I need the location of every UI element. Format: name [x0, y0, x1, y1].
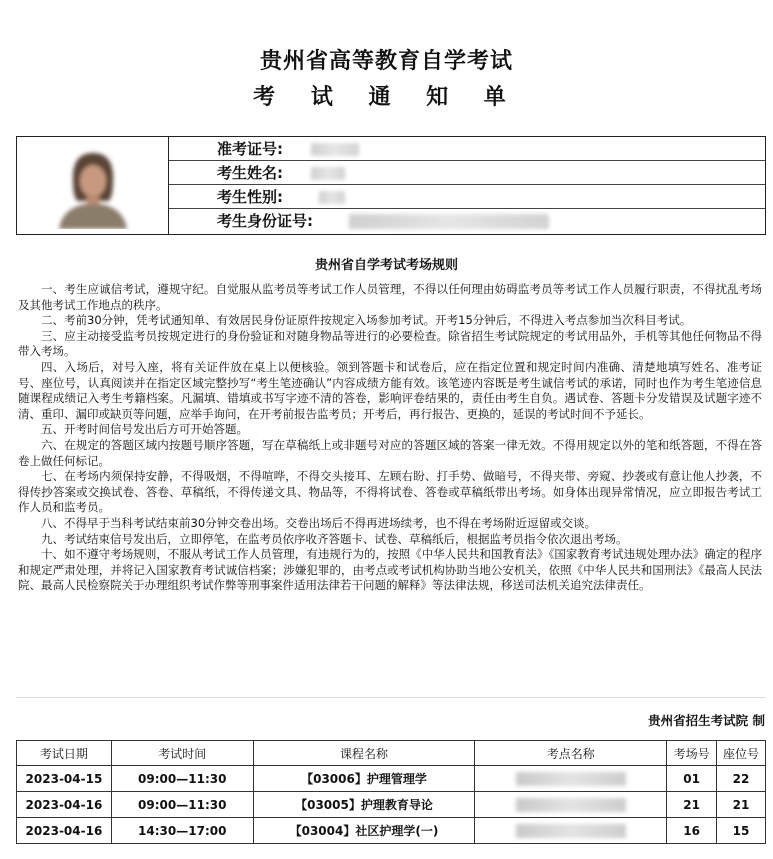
candidate-info-box: [16, 136, 766, 235]
name-label: 考生姓名:: [217, 164, 283, 182]
course-name: 【03005】护理教育导论: [253, 792, 475, 818]
venue-name: [475, 792, 667, 818]
exam-date: 2023-04-15: [17, 766, 112, 792]
col-header-date: 考试日期: [17, 741, 112, 766]
rule-item: 三、应主动接受监考员按规定进行的身份验证和对随身物品等进行的必要检查。除省招生考试院规定的考试用品外，手机等其他任何物品不得带入考场。: [18, 328, 762, 359]
divider: [16, 697, 766, 698]
gender-row: [169, 185, 765, 209]
redacted-value: [311, 143, 359, 156]
issuer-signature: 贵州省招生考试院 制: [648, 713, 765, 728]
rule-item: 一、考生应诚信考试，遵规守纪。自觉服从监考员等考试工作人员管理，不得以任何理由妨碍监考员等考试工作人员履行职责，不得扰乱考场及其他考试工作地点的秩序。: [18, 282, 762, 312]
rule-item: 七、在考场内须保持安静，不得吸烟，不得喧哗，不得交头接耳、左顾右盼、打手势、做暗号，不得夹带、旁窥、抄袭或有意让他人抄袭，不得传抄答案或交换试卷、答卷、草稿纸，不得传递文具、物品等，不得将试卷、答卷或草稿纸带出考场。如身体出现异常情况，应立即报告考试工作人员和监考员。: [18, 469, 762, 515]
col-header-seat: 座位号: [717, 741, 766, 766]
redacted-value: [349, 214, 549, 229]
rule-item: 十、如不遵守考场规则，不服从考试工作人员管理，有违规行为的，按照《中华人民共和国教育法》《国家教育考试违规处理办法》确定的程序和规定严肃处理，并将记入国家教育考试诚信档案；涉嫌犯罪的，由考点或考试机构协助当地公安机关，依照《中华人民共和国刑法》《最高人民法院、最高人民检察院关于办理组织考试作弊等刑事案件适用法律若干问题的解释》等法律法规，移送司法机关追究法律责任。: [18, 547, 762, 593]
exam-time: 09:00—11:30: [111, 766, 253, 792]
table-row: [17, 818, 766, 844]
room-number: 01: [667, 766, 717, 792]
table-row: [17, 766, 766, 792]
admission-number-label: 准考证号:: [217, 140, 283, 158]
table-header-row: [17, 741, 766, 766]
col-header-venue: 考点名称: [475, 741, 667, 766]
exam-time: 14:30—17:00: [111, 818, 253, 844]
exam-time: 09:00—11:30: [111, 792, 253, 818]
exam-date: 2023-04-16: [17, 818, 112, 844]
redacted-value: [319, 191, 345, 204]
gender-label: 考生性别:: [217, 188, 283, 206]
name-row: [169, 161, 765, 185]
document-subtitle: 考 试 通 知 单: [253, 85, 520, 110]
venue-name: [475, 818, 667, 844]
room-number: 16: [667, 818, 717, 844]
course-name: 【03006】护理管理学: [253, 766, 475, 792]
admission-number-row: [169, 137, 765, 161]
redacted-value: [516, 824, 626, 838]
redacted-value: [516, 798, 626, 812]
exam-schedule-table: [16, 740, 766, 844]
id-number-label: 考生身份证号:: [217, 212, 313, 230]
id-number-row: [169, 209, 765, 233]
col-header-time: 考试时间: [111, 741, 253, 766]
photo-cell: [17, 137, 169, 234]
document-title: 贵州省高等教育自学考试: [259, 49, 513, 74]
exam-date: 2023-04-16: [17, 792, 112, 818]
col-header-room: 考场号: [667, 741, 717, 766]
redacted-value: [311, 167, 345, 180]
rule-item: 四、入场后，对号入座，将有关证件放在桌上以便核验。领到答题卡和试卷后，应在指定位置和规定时间内准确、清楚地填写姓名、准考证号、座位号，认真阅读并在指定区域完整抄写“考生笔迹确认”内容成绩方能有效。该笔迹内容既是考生诚信考试的承诺，同时也作为考生笔迹信息随课程成绩记入考生考籍档案。凡漏填、错填或书写字迹不清的答卷，影响评卷结果的，责任由考生自负。遇试卷、答题卡分发错误及试题字迹不清、重印、漏印或缺页等问题，应举手询问，在开考前报告监考员；开考后，再行报告、更换的，延误的考试时间不予延长。: [18, 359, 762, 421]
rule-item: 二、考前30分钟，凭考试通知单、有效居民身份证原件按规定入场参加考试。开考15分钟后，不得进入考点参加当次科目考试。: [41, 313, 692, 328]
rule-item: 九、考试结束信号发出后，立即停笔，在监考员依序收齐答题卡、试卷、草稿纸后，根据监考员指令依次退出考场。: [41, 531, 628, 546]
seat-number: 22: [717, 766, 766, 792]
seat-number: 21: [717, 792, 766, 818]
rules-title: 贵州省自学考试考场规则: [314, 258, 458, 273]
candidate-photo: [51, 145, 135, 229]
venue-name: [475, 766, 667, 792]
rule-item: 五、开考时间信号发出后方可开始答题。: [41, 422, 248, 437]
room-number: 21: [667, 792, 717, 818]
seat-number: 15: [717, 818, 766, 844]
col-header-course: 课程名称: [253, 741, 475, 766]
rule-item: 六、在规定的答题区域内按题号顺序答题，写在草稿纸上或非题号对应的答题区域的答案一律无效。不得用规定以外的笔和纸答题，不得在答卷上做任何标记。: [18, 437, 762, 468]
course-name: 【03004】社区护理学(一): [253, 818, 475, 844]
rule-item: 八、不得早于当科考试结束前30分钟交卷出场。交卷出场后不得再进场续考，也不得在考场附近逗留或交谈。: [41, 515, 597, 530]
table-row: [17, 792, 766, 818]
redacted-value: [516, 772, 626, 786]
rules-text: [18, 282, 762, 594]
